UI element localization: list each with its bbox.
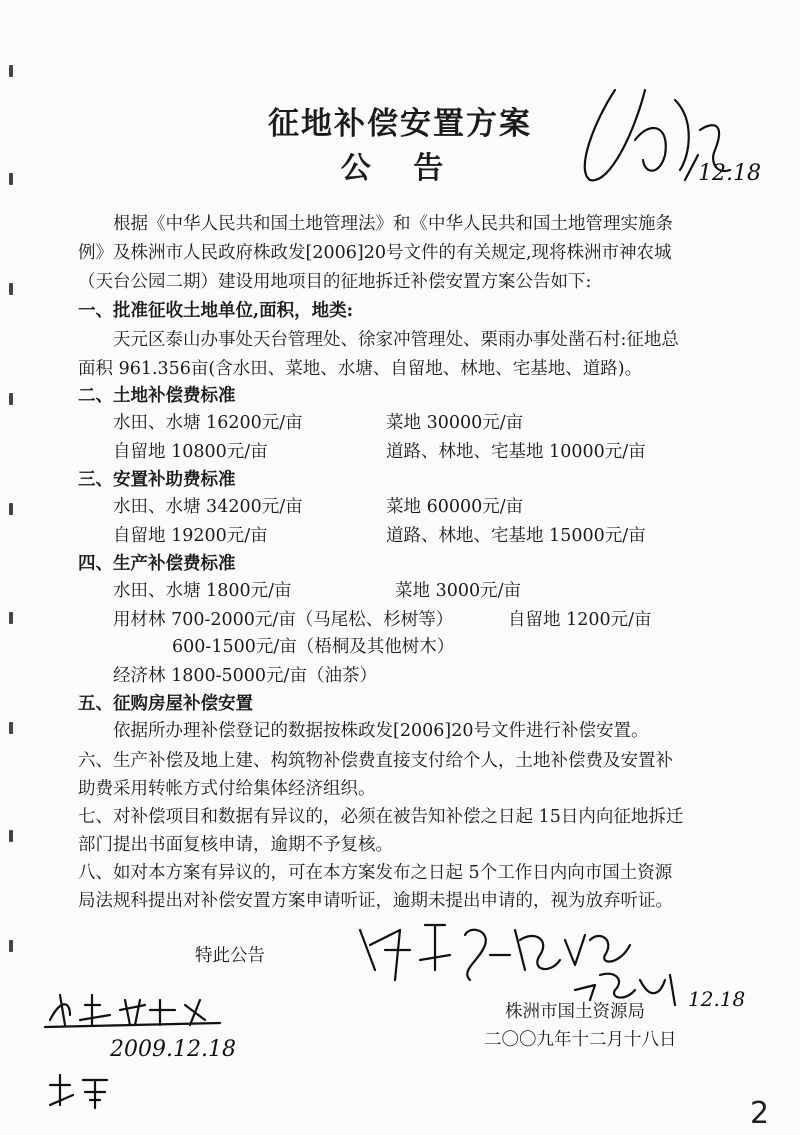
section-4-row-1-col-2: 菜地 3000元/亩 xyxy=(395,581,521,601)
punch-hole xyxy=(9,283,13,295)
intro-line-1: 根据《中华人民共和国土地管理法》和《中华人民共和国土地管理实施条 xyxy=(113,214,673,234)
handwritten-mark-bottom-left xyxy=(45,1070,115,1114)
handwritten-page-number xyxy=(748,1095,788,1134)
section-4-row-2-col-1: 用材林 700-2000元/亩（马尾松、杉树等） xyxy=(113,610,454,630)
section-8-line-2: 局法规科提出对补偿安置方案申请听证，逾期未提出申请的，视为放弃听证。 xyxy=(78,891,673,911)
section-2-row-1-col-1: 水田、水塘 16200元/亩 xyxy=(113,413,303,433)
issue-date: 二〇〇九年十二月十八日 xyxy=(484,1030,677,1050)
section-3-row-1-col-2: 菜地 60000元/亩 xyxy=(386,497,524,517)
intro-line-3: （天台公园二期）建设用地项目的征地拆迁补偿安置方案公告如下: xyxy=(78,272,592,292)
section-5-line: 依据所办理补偿登记的数据按株政发[2006]20号文件进行补偿安置。 xyxy=(113,721,649,741)
punch-hole xyxy=(9,65,13,77)
punch-hole xyxy=(9,393,13,405)
section-1-line-1: 天元区泰山办事处天台管理处、徐家冲管理处、栗雨办事处凿石村:征地总 xyxy=(113,330,679,350)
section-5-heading: 五、征购房屋补偿安置 xyxy=(78,694,253,714)
section-4-heading: 四、生产补偿费标准 xyxy=(78,554,236,574)
handwritten-signature-right xyxy=(570,960,700,1014)
section-1-line-2: 面积 961.356亩(含水田、菜地、水塘、自留地、林地、宅基地、道路)。 xyxy=(78,359,643,379)
svg-text:12.18: 12.18 xyxy=(698,161,761,186)
punch-hole xyxy=(9,722,13,734)
svg-text:2009.12.18: 2009.12.18 xyxy=(110,1037,236,1062)
punch-hole xyxy=(9,940,13,952)
page-title: 征地补偿安置方案 xyxy=(268,106,532,142)
issuer-name: 株洲市国土资源局 xyxy=(505,1002,645,1022)
section-8-line-1: 八、如对本方案有异议的，可在本方案发布之日起 5个工作日内向市国土资源 xyxy=(78,863,673,883)
section-4-row-2-col-2: 自留地 1200元/亩 xyxy=(508,610,652,630)
page-subtitle: 公 告 xyxy=(340,151,460,186)
handwritten-date-bottom-left xyxy=(110,1028,240,1072)
section-3-row-1-col-1: 水田、水塘 34200元/亩 xyxy=(113,497,303,517)
section-3-row-2-col-2: 道路、林地、宅基地 15000元/亩 xyxy=(386,526,646,546)
punch-hole xyxy=(9,612,13,624)
section-6-line-2: 助费采用转帐方式付给集体经济组织。 xyxy=(78,779,376,799)
handwritten-date-right xyxy=(688,978,768,1022)
section-1-heading: 一、批准征收土地单位,面积，地类: xyxy=(78,301,354,321)
section-6-line-1: 六、生产补偿及地上建、构筑物补偿费直接支付给个人，土地补偿费及安置补 xyxy=(78,751,673,771)
punch-hole xyxy=(9,830,13,842)
section-7-line-2: 部门提出书面复核申请，逾期不予复核。 xyxy=(78,835,393,855)
svg-text:2: 2 xyxy=(750,1096,770,1131)
intro-line-2: 例》及株洲市人民政府株政发[2006]20号文件的有关规定,现将株洲市神农城 xyxy=(78,243,672,263)
section-3-heading: 三、安置补助费标准 xyxy=(78,470,236,490)
section-2-heading: 二、土地补偿费标准 xyxy=(78,386,236,406)
section-4-row-4: 经济林 1800-5000元/亩（油茶） xyxy=(113,666,377,686)
section-2-row-1-col-2: 菜地 30000元/亩 xyxy=(386,413,524,433)
section-4-row-1-col-1: 水田、水塘 1800元/亩 xyxy=(113,581,292,601)
section-2-row-2-col-1: 自留地 10800元/亩 xyxy=(113,442,268,462)
section-7-line-1: 七、对补偿项目和数据有异议的，必须在被告知补偿之日起 15日内向征地拆迁 xyxy=(78,807,684,827)
closing-text: 特此公告 xyxy=(195,946,265,966)
handwritten-date-top-right xyxy=(680,150,760,194)
section-4-row-3: 600-1500元/亩（梧桐及其他树木） xyxy=(172,637,455,657)
section-3-row-2-col-1: 自留地 19200元/亩 xyxy=(113,526,268,546)
section-2-row-2-col-2: 道路、林地、宅基地 10000元/亩 xyxy=(386,442,646,462)
svg-text:12.18: 12.18 xyxy=(688,987,746,1011)
punch-hole xyxy=(9,503,13,515)
